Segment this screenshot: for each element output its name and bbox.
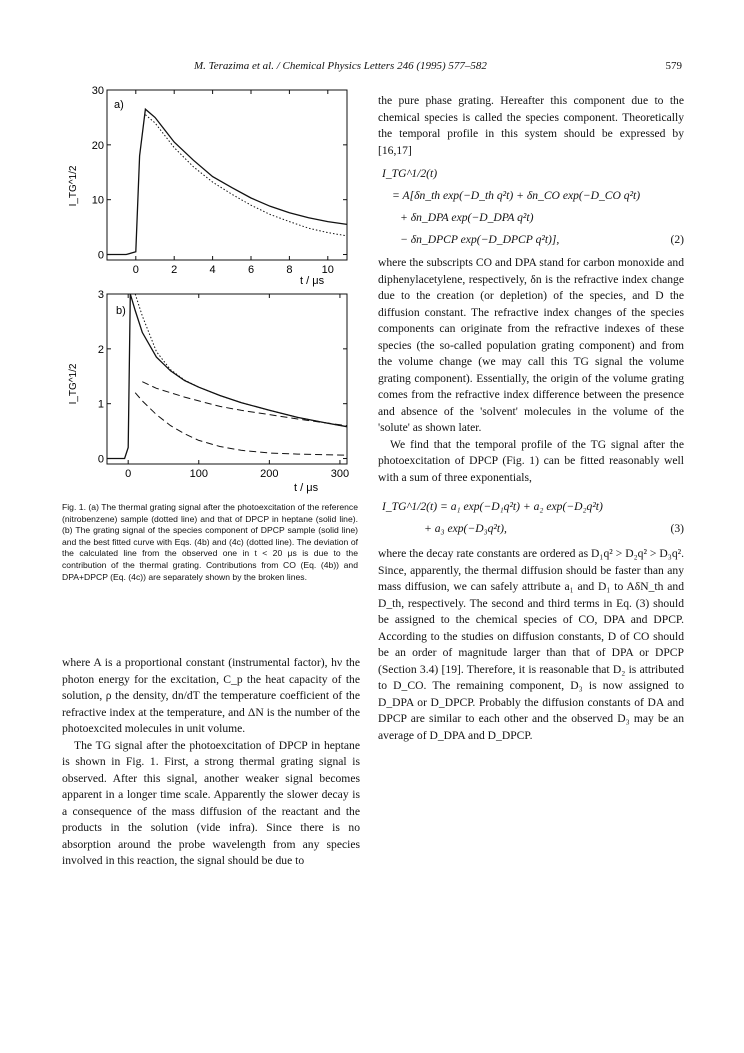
y-tick-label: 30 — [91, 86, 104, 97]
equation-2-line2: + δn_DPA exp(−D_DPA q²t) — [400, 211, 534, 224]
equation-2 — [378, 163, 684, 251]
left-column-lower — [62, 655, 360, 870]
equation-2-line1: = A[δn_th exp(−D_th q²t) + δn_CO exp(−D_CO q²t) — [392, 189, 641, 202]
panel-b-label: b) — [116, 305, 126, 317]
panel-b-ticks — [98, 289, 349, 480]
panel-a-xlabel: t / μs — [300, 275, 325, 287]
equation-3-row2 — [378, 518, 684, 540]
equation-2-line3: − δn_DPCP exp(−D_DPCP q²t)], — [400, 233, 560, 246]
equation-3-line1: I_TG^1/2(t) = a₁ exp(−D₁q²t) + a₂ exp(−D₂q²t) — [382, 500, 603, 513]
figure-caption: Fig. 1. (a) The thermal grating signal after the photoexcitation of the reference (nitrobenzene) sample (dotted line) and that of DPCP in heptane (solid line). (b) The grating signal of the species component of DPCP sample (solid line) and the best fitted curve with Eqs. (4b) and (4c) (dotted line). The deviation of the calculated line from the observed one in t < 20 μs is due to the contribution of the thermal grating. Contributions from CO (Eq. (4b)) and DPA+DPCP (Eq. (4c)) are separately shown by the broken lines. — [62, 502, 358, 582]
right-column — [378, 93, 684, 744]
journal-citation: M. Terazima et al. / Chemical Physics Letters 246 (1995) 577–582 — [194, 60, 487, 72]
panel-b — [68, 289, 349, 494]
equation-3 — [378, 496, 684, 540]
figure-1 — [62, 86, 362, 496]
panel-b-ylabel: I_TG^1/2 — [68, 363, 79, 405]
figure-1-graphic — [62, 86, 362, 496]
x-tick-label: 300 — [330, 468, 350, 480]
panel-a — [68, 86, 347, 287]
equation-2-row3 — [378, 229, 684, 251]
y-tick-label: 20 — [91, 139, 104, 152]
y-tick-label: 0 — [97, 249, 104, 262]
paragraph: where the subscripts CO and DPA stand for carbon monoxide and diphenylacetylene, respectively, δn is the refractive index change due to the creation (or depletion) of the species, and D the diffusion constant. The refractive index changes of the species components can originate from the refractive indexes of these species (the so-called population grating component) and from the volume change (we may call this TG signal the volume grating component). Essentially, the origin of the volume grating comes from the refractive index difference between the presence and absence of the 'solvent' molecules in the volume of the 'solute' as shown later. — [378, 256, 684, 434]
running-header — [62, 60, 682, 78]
y-tick-label: 2 — [97, 343, 104, 356]
paragraph: the pure phase grating. Hereafter this component due to the chemical species is called the species component. Theoretically the temporal profile in this system should be expressed by [16,17] — [378, 94, 684, 157]
x-tick-label: 6 — [247, 264, 255, 276]
series-line — [107, 109, 347, 254]
x-tick-label: 0 — [125, 468, 132, 480]
equation-2-number: (2) — [670, 233, 684, 246]
y-tick-label: 0 — [97, 453, 104, 466]
paragraph: We find that the temporal profile of the TG signal after the photoexcitation of DPCP (Fig. 1) can be fitted reasonably well with a sum of three exponentials, — [378, 437, 684, 484]
panel-b-series — [107, 294, 347, 459]
y-tick-label: 10 — [91, 194, 104, 207]
x-tick-label: 8 — [286, 264, 293, 276]
x-tick-label: 200 — [260, 468, 279, 480]
paragraph: The TG signal after the photoexcitation of DPCP in heptane is shown in Fig. 1. First, a strong thermal grating signal is observed. After this signal, another weaker signal becomes apparent in a longer time scale. Apparently the slower decay is a consequence of the mass diffusion of the reactant and the products in the solution (vide infra). Since there is no absorption around the probe wavelength from any species involved in this reaction, the signal should be due to — [62, 738, 360, 867]
paragraph: where A is a proportional constant (instrumental factor), hν the photon energy for the excitation, C_p the heat capacity of the solution, ρ the density, dn/dT the temperature coefficient of the refractive index at the temperature, and ΔN is the number of the photoexcited molecules in unit volume. — [62, 656, 360, 735]
panel-a-frame — [107, 90, 347, 260]
x-tick-label: 2 — [171, 264, 178, 276]
x-tick-label: 100 — [189, 468, 208, 480]
y-tick-label: 3 — [97, 289, 104, 301]
x-tick-label: 4 — [209, 264, 216, 276]
page-number: 579 — [665, 60, 682, 72]
panel-b-frame — [107, 294, 347, 464]
x-tick-label: 0 — [132, 264, 139, 276]
series-line — [145, 115, 347, 236]
panel-b-xlabel: t / μs — [294, 482, 319, 494]
equation-3-number: (3) — [670, 522, 684, 535]
panel-a-ylabel: I_TG^1/2 — [68, 165, 79, 207]
paragraph: where the decay rate constants are ordered as D₁q² > D₂q² > D₃q². Since, apparently, the thermal diffusion should be faster than any mass diffusion, we can safely attribute a₁ and D₁ to AδN_th and D_th, respectively. The second and third terms in Eq. (3) should be assigned to the chemical species of CO, DPA and DPCP. According to the studies on diffusion constants, D of CO should be an order of magnitude larger than that of DPA or DPCP (Section 3.4) [19]. Therefore, it is reasonable that D₂ is attributed to D_CO. The remaining component, D₃ is now assigned to D_DPA or D_DPCP. Probably the diffusion constants of DA and DPCP are similar to each other and the observed D₃ may be an average of D_DPA and D_DPCP. — [378, 547, 684, 742]
y-tick-label: 1 — [97, 398, 104, 411]
panel-a-series — [107, 109, 347, 254]
equation-3-line2: + a₃ exp(−D₃q²t), — [424, 522, 507, 535]
series-line — [135, 294, 347, 427]
x-tick-label: 10 — [321, 264, 334, 276]
panel-a-label: a) — [114, 99, 124, 111]
equation-2-lhs: I_TG^1/2(t) — [382, 167, 438, 180]
